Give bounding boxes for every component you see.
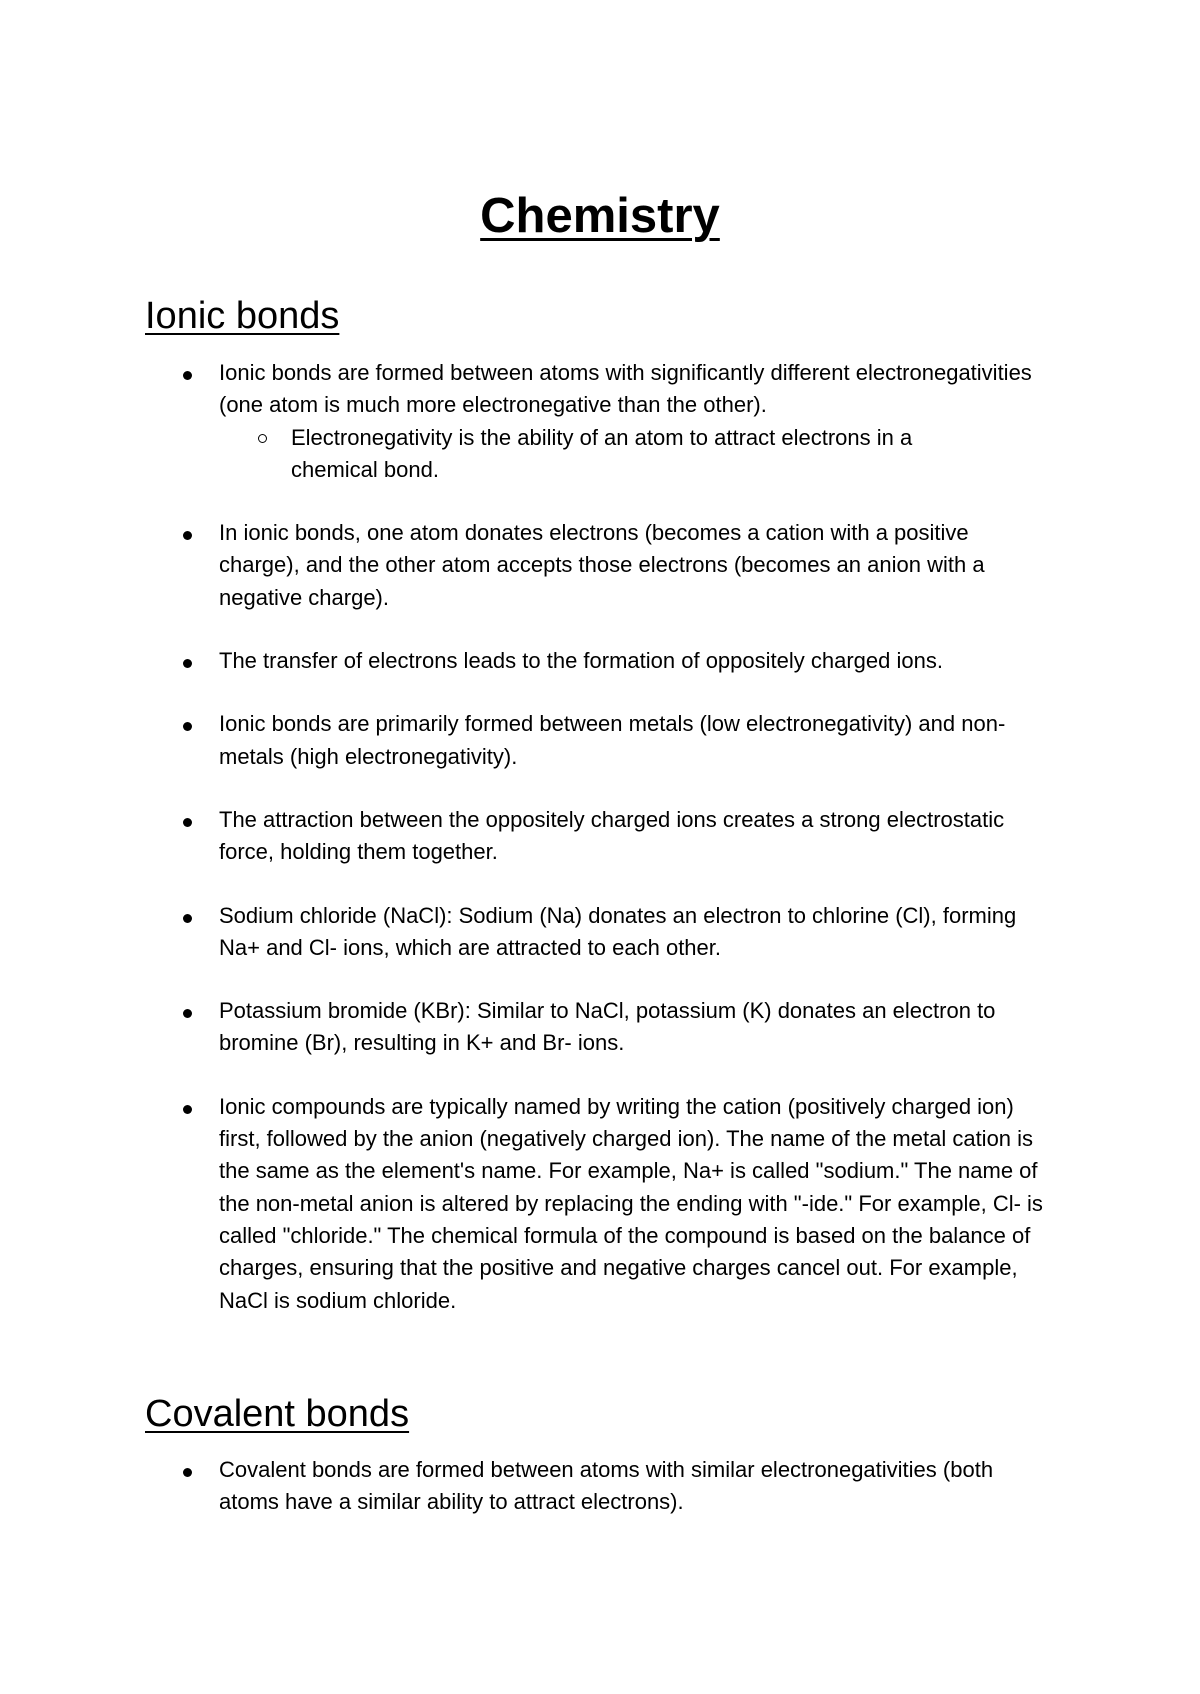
list-item-text: Covalent bonds are formed between atoms with similar electronegativities (both atoms have a similar ability to attract electrons). <box>219 1457 994 1515</box>
list-item <box>0 357 1055 486</box>
bullet-icon <box>183 1468 192 1477</box>
bullet-icon <box>183 818 192 827</box>
list-item-text: The attraction between the oppositely charged ions creates a strong electrostatic force, holding them together. <box>219 806 1005 865</box>
bullet-icon <box>183 722 192 731</box>
sub-list-item <box>219 422 991 487</box>
covalent-bonds-list <box>0 1454 1055 1550</box>
bullet-icon <box>183 1009 192 1018</box>
bullet-icon <box>183 1105 192 1114</box>
list-item-text: Ionic compounds are typically named by writing the cation (positively charged ion) first, followed by the anion (negatively charged ion). The name of the metal cation is the same as the element's name. For example, Na+ is called "sodium." The name of the non-metal anion is altered by replacing the ending with "-ide." For example, Cl- is called "chloride." The chemical formula of the compound is based on the balance of charges, ensuring that the positive and negative charges cancel out. For example, NaCl is sodium chloride. <box>219 1093 1043 1313</box>
list-item <box>0 804 1055 869</box>
list-item-text: Potassium bromide (KBr): Similar to NaCl, potassium (K) donates an electron to bromine (Br), resulting in K+ and Br- ions. <box>219 998 996 1056</box>
sub-list-item-text: Electronegativity is the ability of an atom to attract electrons in a chemical bond. <box>291 424 913 482</box>
bullet-icon <box>183 914 192 923</box>
bullet-icon <box>183 531 192 540</box>
list-item-text: Sodium chloride (NaCl): Sodium (Na) donates an electron to chlorine (Cl), forming Na+ and Cl- ions, which are attracted to each other. <box>219 902 1017 960</box>
bullet-icon <box>183 371 192 380</box>
list-item-text: In ionic bonds, one atom donates electrons (becomes a cation with a positive charge), and the other atom accepts those electrons (becomes an anion with a negative charge). <box>219 520 985 610</box>
list-item <box>0 995 1055 1060</box>
bullet-icon <box>183 659 192 668</box>
ionic-bonds-list <box>0 357 1055 1348</box>
list-item <box>0 645 1055 677</box>
list-item <box>0 900 1055 965</box>
list-item-text: Ionic bonds are primarily formed between metals (low electronegativity) and non-metals (high electronegativity). <box>219 711 1006 769</box>
list-item <box>0 1091 1055 1317</box>
page-title: Chemistry <box>480 189 720 243</box>
section-heading-covalent-bonds: Covalent bonds <box>145 1393 410 1435</box>
hollow-bullet-icon <box>258 434 267 443</box>
list-item <box>0 517 1055 614</box>
list-item-text: The transfer of electrons leads to the formation of oppositely charged ions. <box>219 648 943 674</box>
list-item <box>0 1454 1055 1519</box>
section-heading-ionic-bonds: Ionic bonds <box>145 295 340 337</box>
list-item-text: Ionic bonds are formed between atoms with significantly different electronegativities (one atom is much more electronegative than the other). <box>219 360 1032 418</box>
list-item <box>0 708 1055 773</box>
